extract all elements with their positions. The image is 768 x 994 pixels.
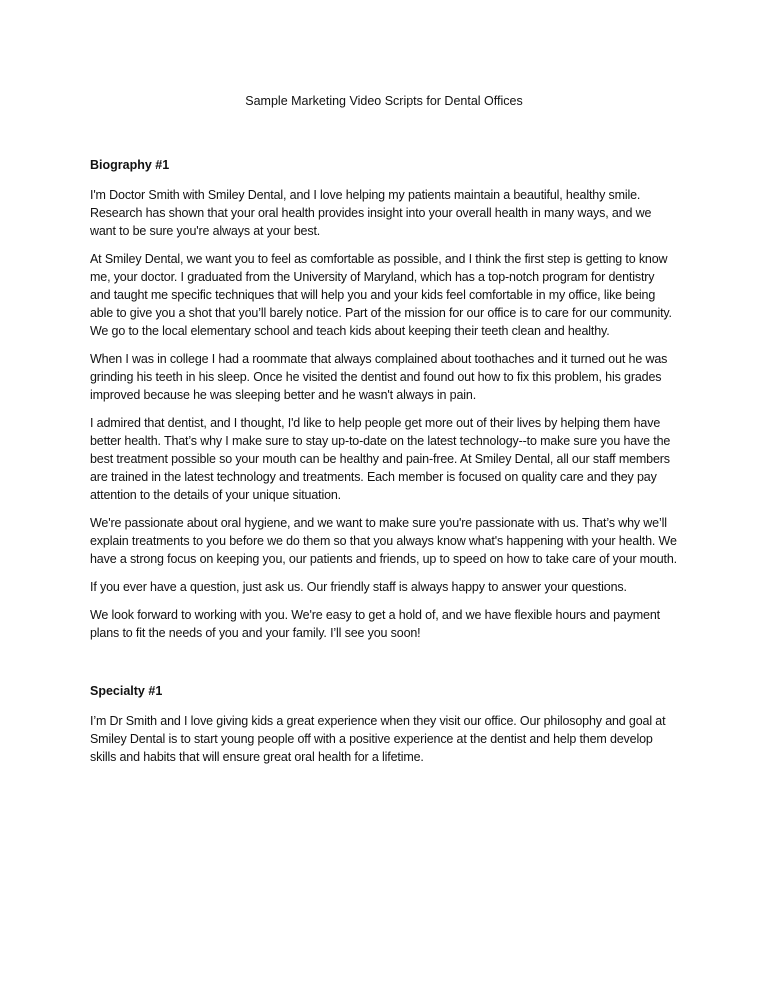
paragraph: If you ever have a question, just ask us. Our friendly staff is always happy to answer your questions.	[90, 580, 627, 594]
section-heading: Specialty #1	[90, 684, 163, 698]
paragraph: I’m Dr Smith and I love giving kids a great experience when they visit our office. Our philosophy and goal at Smiley Dental is to start young people off with a positive experience at the dentist and help them develop skills and habits that will ensure great oral health for a lifetime.	[90, 714, 666, 764]
section-heading: Biography #1	[90, 158, 170, 172]
section-biography	[90, 156, 678, 642]
paragraph: At Smiley Dental, we want you to feel as comfortable as possible, and I think the first step is getting to know me, your doctor. I graduated from the University of Maryland, which has a top-notch program for dentistry and taught me specific techniques that will help you and your kids feel comfortable in my office, like being able to give you a shot that you’ll barely notice. Part of the mission for our office is to care for our community. We go to the local elementary school and teach kids about keeping their teeth clean and healthy.	[90, 252, 672, 338]
section-specialty	[90, 682, 678, 766]
paragraph: I admired that dentist, and I thought, I'd like to help people get more out of their lives by helping them have better health. That’s why I make sure to stay up-to-date on the latest technology--to make sure you have the best treatment possible so your mouth can be healthy and pain-free. At Smiley Dental, all our staff members are trained in the latest technology and treatments. Each member is focused on quality care and they pay attention to the details of your unique situation.	[90, 416, 671, 502]
paragraph: I'm Doctor Smith with Smiley Dental, and I love helping my patients maintain a beautiful, healthy smile. Research has shown that your oral health provides insight into your overall health in many ways, and we want to be sure you're always at your best.	[90, 188, 652, 238]
document-title: Sample Marketing Video Scripts for Dental Offices	[245, 94, 523, 108]
paragraph: We're passionate about oral hygiene, and we want to make sure you're passionate with us. That’s why we’ll explain treatments to you before we do them so that you always know what's happening with your health. We have a strong focus on keeping you, our patients and friends, up to speed on how to take care of your mouth.	[90, 516, 677, 566]
paragraph: When I was in college I had a roommate that always complained about toothaches and it turned out he was grinding his teeth in his sleep. Once he visited the dentist and found out how to fix this problem, his grades improved because he was sleeping better and he wasn't always in pain.	[90, 352, 668, 402]
paragraph: We look forward to working with you. We're easy to get a hold of, and we have flexible hours and payment plans to fit the needs of you and your family. I’ll see you soon!	[90, 608, 660, 640]
